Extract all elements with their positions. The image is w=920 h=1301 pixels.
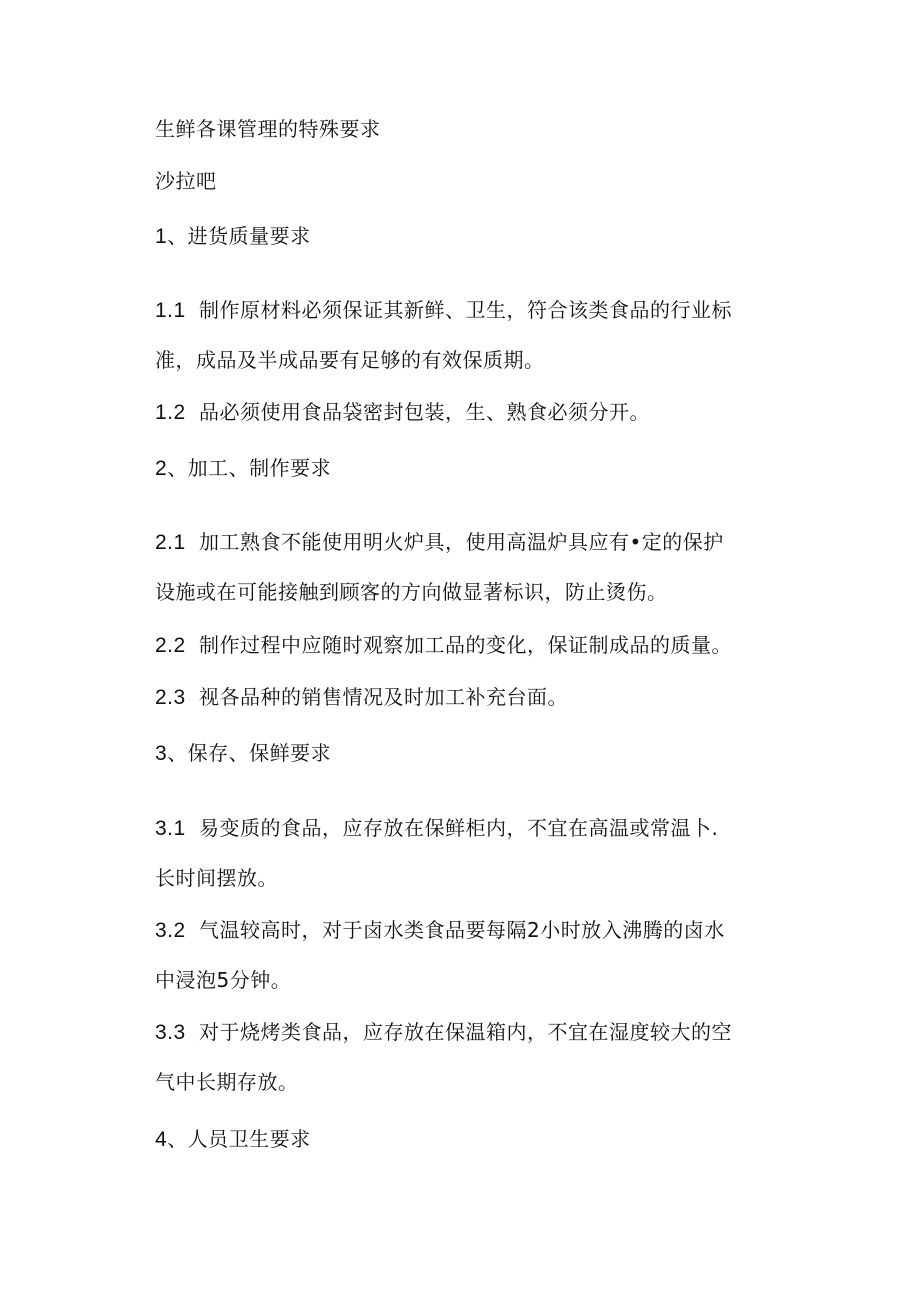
item-number: 1.2 (155, 401, 186, 424)
section-number: 2 (155, 457, 168, 480)
item-1-1 (155, 296, 732, 325)
item-3-2 (155, 916, 725, 945)
section-number: 4 (155, 1128, 168, 1151)
item-number: 1.1 (155, 299, 186, 322)
item-2-3 (155, 683, 568, 712)
section-heading-2 (155, 454, 331, 483)
item-text: 视各品种的销售情况及时加工补充台面。 (199, 685, 568, 709)
item-3-1 (155, 814, 718, 843)
item-2-2 (155, 631, 732, 660)
item-number: 2.2 (155, 634, 186, 657)
item-number: 2.1 (155, 531, 186, 554)
item-text: 制作过程中应随时观察加工品的变化，保证制成品的质量。 (199, 633, 732, 657)
item-number: 3.1 (155, 817, 186, 840)
document-subtitle: 沙拉吧 (155, 169, 217, 193)
item-2-1 (155, 528, 724, 557)
document-title: 生鲜各课管理的特殊要求 (155, 117, 381, 141)
item-number: 3.3 (155, 1021, 186, 1044)
section-number: 3 (155, 742, 168, 765)
item-3-3 (155, 1018, 732, 1047)
item-text: 对于烧烤类食品，应存放在保温箱内，不宜在湿度较大的空 (199, 1020, 732, 1044)
item-text: 品必须使用食品袋密封包装，生、熟食必须分开。 (199, 400, 650, 424)
section-heading-text: 、保存、保鲜要求 (167, 741, 332, 765)
item-3-2-continued: 中浸泡5分钟。 (155, 968, 292, 992)
section-heading-3 (155, 739, 331, 768)
item-text: 气温较高时，对于卤水类食品要每隔2小时放入沸腾的卤水 (199, 918, 725, 942)
item-text: 易变质的食品，应存放在保鲜柜内，不宜在高温或常温卜. (199, 816, 719, 840)
item-3-3-continued: 气中长期存放。 (155, 1070, 299, 1094)
section-heading-text: 、人员卫生要求 (167, 1127, 311, 1151)
item-number: 2.3 (155, 686, 186, 709)
section-heading-1 (155, 222, 311, 251)
item-2-1-continued: 设施或在可能接触到顾客的方向做显著标识，防止烫伤。 (155, 580, 668, 604)
item-number: 3.2 (155, 919, 186, 942)
section-heading-4 (155, 1125, 311, 1154)
item-text: 制作原材料必须保证其新鲜、卫生，符合该类食品的行业标 (199, 298, 732, 322)
item-text: 加工熟食不能使用明火炉具，使用高温炉具应有•定的保护 (199, 530, 724, 554)
section-number: 1 (155, 225, 168, 248)
section-heading-text: 、进货质量要求 (167, 224, 311, 248)
section-heading-text: 、加工、制作要求 (167, 456, 332, 480)
item-1-2 (155, 398, 650, 427)
item-1-1-continued: 准，成品及半成品要有足够的有效保质期。 (155, 348, 545, 372)
item-3-1-continued: 长时间摆放。 (155, 866, 278, 890)
